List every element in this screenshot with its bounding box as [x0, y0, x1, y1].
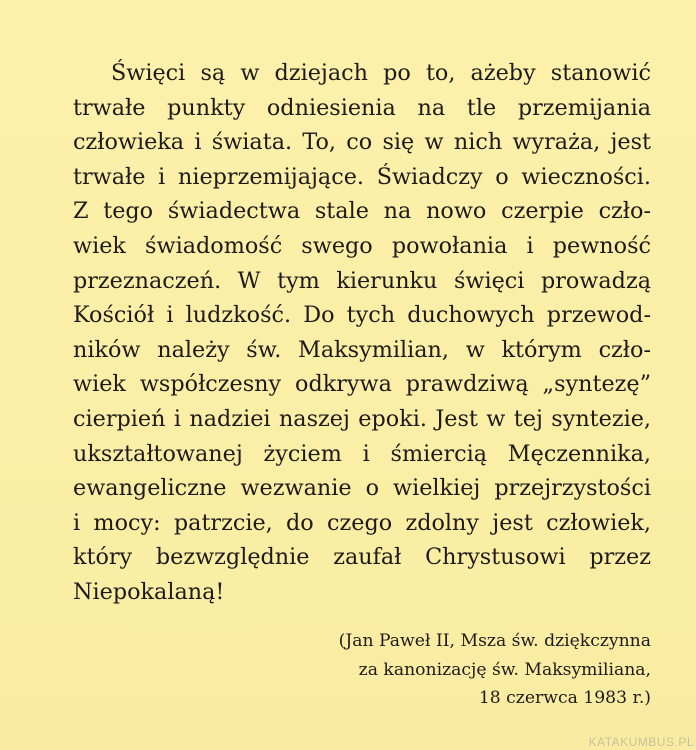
quote-line: ukształtowanej życiem i śmiercią Męczennika, — [73, 440, 651, 467]
quote-line: trwałe i nieprzemijające. Świadczy o wieczności. — [73, 163, 651, 190]
quote-line: człowieka i świata. To, co się w nich wyraża, jest — [73, 129, 651, 156]
watermark: KATAKUMBUS.PL — [588, 735, 694, 749]
citation-line: (Jan Paweł II, Msza św. dziękczynna — [338, 631, 651, 651]
quote-line: Z tego świadectwa stale na nowo czerpie czło- — [73, 198, 651, 225]
quote-line: Kościół i ludzkość. Do tych duchowych przewod- — [73, 302, 651, 329]
quote-line: trwałe punkty odniesienia na tle przemijania — [73, 94, 651, 121]
citation — [231, 627, 651, 713]
quote-line: wiek świadomość swego powołania i pewność — [73, 232, 651, 259]
citation-line: za kanonizację św. Maksymiliana, — [358, 659, 651, 680]
quote-line: ników należy św. Maksymilian, w którym czło- — [73, 336, 651, 363]
quote-line: ewangeliczne wezwanie o wielkiej przejrzystości — [73, 475, 651, 502]
quote-paragraph — [73, 56, 651, 610]
quote-line: Święci są w dziejach po to, ażeby stanowić — [111, 60, 651, 86]
quote-line: Niepokalaną! — [73, 578, 225, 605]
quote-line: cierpień i nadziei naszej epoki. Jest w tej syntezie, — [73, 405, 651, 432]
quote-line: wiek współczesny odkrywa prawdziwą „syntezę” — [73, 371, 651, 398]
quote-line: i mocy: patrzcie, do czego zdolny jest człowiek, — [73, 509, 651, 536]
quote-line: przeznaczeń. W tym kierunku święci prowadzą — [73, 267, 651, 294]
citation-line: 18 czerwca 1983 r.) — [478, 688, 651, 709]
quote-line: który bezwzględnie zaufał Chrystusowi przez — [73, 544, 651, 571]
